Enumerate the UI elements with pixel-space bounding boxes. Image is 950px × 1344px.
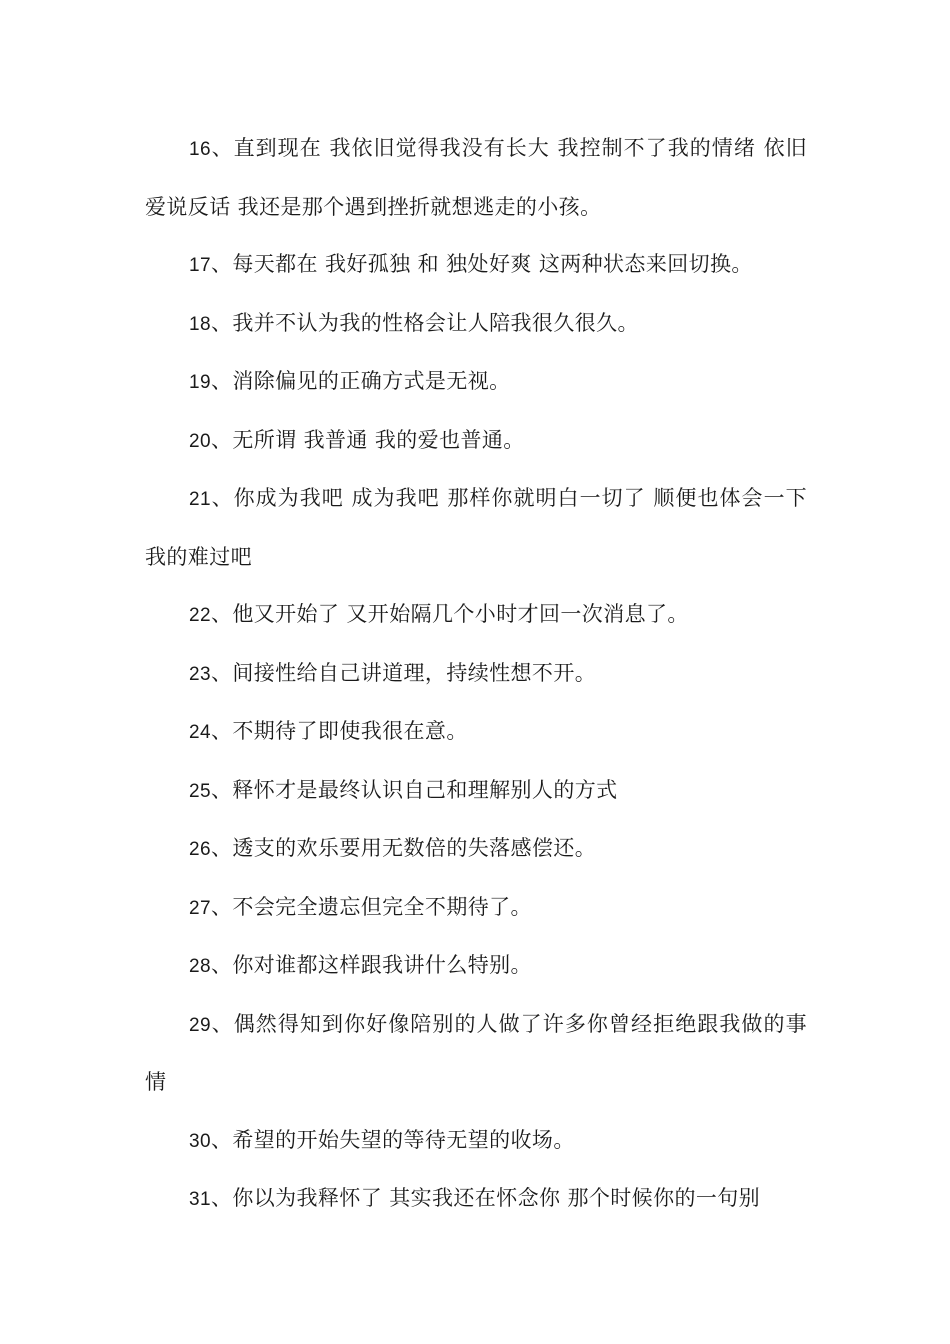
paragraph-20	[145, 412, 807, 471]
item-number: 30	[189, 1130, 211, 1152]
item-text: 、你以为我释怀了 其实我还在怀念你 那个时候你的一句别	[210, 1186, 761, 1210]
item-text: 、透支的欢乐要用无数倍的失落感偿还。	[210, 836, 597, 860]
item-number: 17	[189, 255, 211, 276]
item-number: 27	[189, 897, 211, 919]
item-text: 、偶然得知到你好像陪别的人做了许多你曾经拒绝跟我做的事情	[145, 1011, 807, 1094]
item-number: 20	[189, 430, 211, 452]
paragraph-31	[145, 1170, 807, 1229]
item-text: 、释怀才是最终认识自己和理解别人的方式	[210, 777, 618, 802]
item-text: 、你成为我吧 成为我吧 那样你就明白一切了 顺便也体会一下我的难过吧	[145, 486, 807, 569]
item-text: 、无所谓 我普通 我的爱也普通。	[210, 427, 525, 452]
item-number: 23	[189, 663, 211, 685]
item-text: 、希望的开始失望的等待无望的收场。	[210, 1127, 575, 1152]
paragraph-22	[145, 586, 807, 645]
item-text: 、他又开始了 又开始隔几个小时才回一次消息了。	[210, 602, 689, 626]
item-text: 、每天都在 我好孤独 和 独处好爽 这两种状态来回切换。	[210, 252, 753, 276]
paragraph-29	[145, 996, 807, 1112]
item-text: 、消除偏见的正确方式是无视。	[210, 369, 511, 393]
paragraph-23	[145, 645, 807, 704]
paragraph-24	[145, 703, 807, 762]
item-number: 22	[189, 605, 211, 626]
paragraph-21	[145, 470, 807, 586]
item-text: 、不会完全遗忘但完全不期待了。	[210, 894, 532, 919]
item-number: 18	[189, 313, 211, 335]
item-number: 19	[189, 372, 211, 393]
paragraph-18	[145, 295, 807, 354]
paragraph-28	[145, 937, 807, 996]
paragraph-25	[145, 762, 807, 821]
item-number: 31	[189, 1189, 211, 1210]
item-number: 16	[189, 139, 211, 160]
document-body	[145, 120, 807, 1229]
item-text: 、间接性给自己讲道理，持续性想不开。	[210, 660, 597, 685]
item-text: 、你对谁都这样跟我讲什么特别。	[210, 953, 532, 977]
item-number: 26	[189, 839, 211, 860]
item-text: 、直到现在 我依旧觉得我没有长大 我控制不了我的情绪 依旧爱说反话 我还是那个遇到挫折就想逃走的小孩。	[145, 136, 807, 219]
paragraph-26	[145, 820, 807, 879]
paragraph-30	[145, 1112, 807, 1171]
item-text: 、我并不认为我的性格会让人陪我很久很久。	[210, 310, 639, 335]
item-number: 25	[189, 780, 211, 802]
item-number: 24	[189, 722, 211, 743]
paragraph-16	[145, 120, 807, 236]
item-text: 、不期待了即使我很在意。	[210, 719, 468, 743]
paragraph-27	[145, 879, 807, 938]
item-number: 21	[189, 489, 211, 510]
paragraph-17	[145, 236, 807, 295]
item-number: 28	[189, 956, 211, 977]
item-number: 29	[189, 1014, 211, 1036]
paragraph-19	[145, 353, 807, 412]
